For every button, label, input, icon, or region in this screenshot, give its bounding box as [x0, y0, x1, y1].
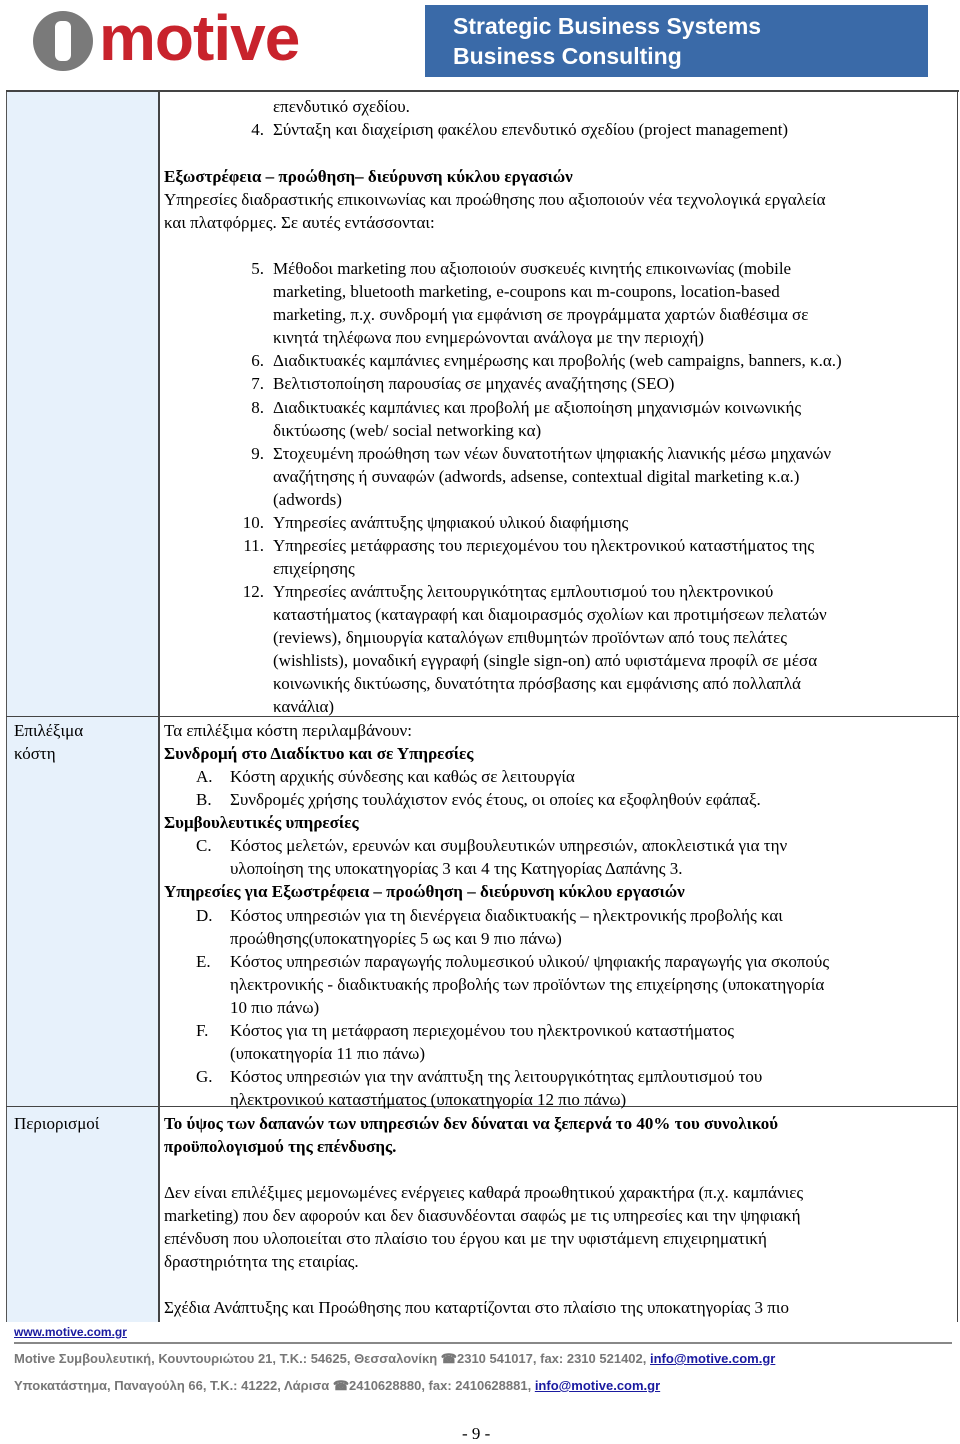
- cost-item-text: Συνδρομές χρήσης τουλάχιστον ενός έτους, οι οποίες κα εξοφληθούν εφάπαξ.: [230, 790, 761, 809]
- tagline-2: Business Consulting: [453, 43, 682, 69]
- footer-address-text: Υποκατάστημα, Παναγούλη 66, Τ.Κ.: 41222, Λάρισα ☎2410628880, fax: 2410628881,: [14, 1378, 532, 1393]
- cost-item-text: Κόστη αρχικής σύνδεσης και καθώς σε λειτουργία: [230, 767, 575, 786]
- list-number: 4.: [251, 120, 264, 139]
- logo-icon: [33, 11, 93, 71]
- limits-bold-line: Το ύψος των δαπανών των υπηρεσιών δεν δύναται να ξεπερνά το 40% του συνολικού: [164, 1114, 779, 1133]
- list-number: 8.: [251, 398, 264, 417]
- paragraph-line: Υπηρεσίες διαδραστικής επικοινωνίας και προώθησης που αξιοποιούν νέα τεχνολογικά εργαλεία: [164, 190, 826, 209]
- list-item-text: (wishlists), μοναδική εγγραφή (single sign-on) από υφιστάμενα προφίλ σε μέσα: [273, 651, 818, 670]
- list-item-text: κινητά τηλέφωνα που ενημερώνονται ανάλογα με την περιοχή): [273, 328, 704, 347]
- cost-letter: C.: [196, 836, 212, 855]
- list-item-text: Βελτιστοποίηση παρουσίας σε μηχανές αναζήτησης (SEO): [273, 374, 675, 393]
- limits-paragraph-line: Σχέδια Ανάπτυξης και Προώθησης που καταρτίζονται στο πλαίσιο της υποκατηγορίας 3 πιο: [164, 1298, 789, 1317]
- list-item-text: Στοχευμένη προώθηση των νέων δυνατοτήτων ψηφιακής λιανικής μέσω μηχανών: [273, 444, 832, 463]
- cost-item-text: Κόστος υπηρεσιών για τη διενέργεια διαδικτυακής – ηλεκτρονικής προβολής και: [230, 906, 783, 925]
- list-item-text: (adwords): [273, 490, 342, 509]
- cost-item-text: ηλεκτρονικής - διαδικτυακής προβολής των προϊόντων της επιχείρησης (υποκατηγορία: [230, 975, 825, 994]
- label-eligible-2: κόστη: [14, 744, 56, 763]
- footer-address-main: [14, 1351, 775, 1367]
- list-number: 5.: [251, 259, 264, 278]
- cost-item-text: υλοποίηση της υποκατηγορίας 3 και 4 της Κατηγορίας Δαπάνης 3.: [230, 859, 683, 878]
- tagline-1: Strategic Business Systems: [453, 13, 762, 39]
- list-item-text: επιχείρησης: [273, 559, 355, 578]
- costs-heading: Συνδρομή στο Διαδίκτυο και σε Υπηρεσίες: [164, 744, 474, 763]
- left-column: [6, 90, 160, 1322]
- footer-address-text: Motive Συμβουλευτική, Κουντουριώτου 21, Τ.Κ.: 54625, Θεσσαλονίκη ☎2310 541017, fax: 2310 521402,: [14, 1351, 647, 1366]
- list-item-text: κανάλια): [273, 697, 335, 716]
- list-item-text: Υπηρεσίες μετάφρασης του περιεχομένου του ηλεκτρονικού καταστήματος της: [273, 536, 815, 555]
- costs-intro: Τα επιλέξιμα κόστη περιλαμβάνουν:: [164, 721, 412, 740]
- list-item-text: Διαδικτυακές καμπάνιες και προβολή με αξιοποίηση μηχανισμών κοινωνικής: [273, 398, 802, 417]
- label-limits: Περιορισμοί: [14, 1114, 100, 1133]
- list-item-text: καταστήματος (καταγραφή και διαμοιρασμός σχολίων και προτιμήσεων πελατών: [273, 605, 827, 624]
- footer-address-branch: [14, 1378, 660, 1394]
- label-eligible-1: Επιλέξιμα: [14, 721, 84, 740]
- cost-letter: D.: [196, 906, 213, 925]
- cost-letter: E.: [196, 952, 211, 971]
- list-item-text: Μέθοδοι marketing που αξιοποιούν συσκευές κινητής επικοινωνίας (mobile: [273, 259, 792, 278]
- limits-paragraph-line: marketing) που δεν αφορούν και δεν διασυνδέονται σαφώς με τις υπηρεσίες και την ψηφιακή: [164, 1206, 801, 1225]
- text-line: επενδυτικό σχεδίου.: [273, 97, 410, 116]
- limits-bold-line: προϋπολογισμού της επένδυσης.: [164, 1137, 397, 1156]
- footer-divider: [14, 1342, 952, 1344]
- footer-email-link[interactable]: info@motive.com.gr: [534, 1378, 661, 1393]
- table-right-border: [957, 90, 958, 1322]
- cost-letter: G.: [196, 1067, 213, 1086]
- paragraph-line: και πλατφόρμες. Σε αυτές εντάσσονται:: [164, 213, 435, 232]
- table-top-border-right: [157, 90, 959, 92]
- page-number: - 9 -: [462, 1424, 491, 1443]
- cost-letter: A.: [196, 767, 213, 786]
- cost-item-text: Κόστος μελετών, ερευνών και συμβουλευτικών υπηρεσιών, αποκλειστικά για την: [230, 836, 788, 855]
- list-item-text: αναζήτησης ή συναφών (adwords, adsense, contextual digital marketing κ.α.): [273, 467, 800, 486]
- list-number: 11.: [243, 536, 264, 555]
- cost-item-text: Κόστος για τη μετάφραση περιεχομένου του ηλεκτρονικού καταστήματος: [230, 1021, 734, 1040]
- list-number: 9.: [251, 444, 264, 463]
- list-item-text: (reviews), δημιουργία καταλόγων επιθυμητών προϊόντων από τους πελάτες: [273, 628, 788, 647]
- cost-item-text: Κόστος υπηρεσιών παραγωγής πολυμεσικού υλικού/ ψηφιακής παραγωγής για σκοπούς: [230, 952, 830, 971]
- list-item-text: Διαδικτυακές καμπάνιες ενημέρωσης και προβολής (web campaigns, banners, κ.α.): [273, 351, 842, 370]
- table-top-border-left: [6, 90, 157, 92]
- cost-item-text: ηλεκτρονικού καταστήματος (υποκατηγορία 12 πιο πάνω): [230, 1090, 627, 1109]
- footer-email-link[interactable]: info@motive.com.gr: [650, 1351, 776, 1366]
- list-number: 7.: [251, 374, 264, 393]
- list-number: 6.: [251, 351, 264, 370]
- header-banner: [25, 5, 928, 77]
- list-item-text: marketing, bluetooth marketing, e-coupons και m-coupons, location-based: [273, 282, 780, 301]
- cost-item-text: προώθησης(υποκατηγορίες 5 ως και 9 πιο πάνω): [230, 929, 562, 948]
- logo-text: motive: [99, 5, 300, 74]
- cost-item-text: (υποκατηγορία 11 πιο πάνω): [230, 1044, 425, 1063]
- costs-heading: Συμβουλευτικές υπηρεσίες: [164, 813, 359, 832]
- limits-paragraph-line: δραστηριότητα της εταιρίας.: [164, 1252, 359, 1271]
- row-divider-left: [6, 716, 157, 717]
- cost-letter: F.: [196, 1021, 209, 1040]
- list-item-text: Υπηρεσίες ανάπτυξης ψηφιακού υλικού διαφήμισης: [273, 513, 629, 532]
- list-item-text: Σύνταξη και διαχείριση φακέλου επενδυτικό σχεδίου (project management): [273, 120, 789, 139]
- cost-item-text: Κόστος υπηρεσιών για την ανάπτυξη της λειτουργικότητας εμπλουτισμού του: [230, 1067, 763, 1086]
- list-number: 10.: [242, 513, 264, 532]
- section-heading: Εξωστρέφεια – προώθηση– διεύρυνση κύκλου εργασιών: [164, 167, 573, 186]
- list-item-text: κοινωνικής δικτύωσης, δυνατότητα πρόσβασης και εμφάνισης από πολλαπλά: [273, 674, 801, 693]
- footer-website-link[interactable]: www.motive.com.gr: [14, 1325, 127, 1339]
- list-item-text: δικτύωσης (web/ social networking κα): [273, 421, 542, 440]
- list-item-text: marketing, π.χ. συνδρομή για εμφάνιση σε προγράμματα χαρτών διαθέσιμα σε: [273, 305, 809, 324]
- list-item-text: Υπηρεσίες ανάπτυξης λειτουργικότητας εμπλουτισμού του ηλεκτρονικού: [273, 582, 774, 601]
- cost-letter: B.: [196, 790, 212, 809]
- costs-heading: Υπηρεσίες για Εξωστρέφεια – προώθηση – διεύρυνση κύκλου εργασιών: [164, 882, 685, 901]
- cost-item-text: 10 πιο πάνω): [230, 998, 320, 1017]
- list-number: 12.: [242, 582, 264, 601]
- limits-paragraph-line: Δεν είναι επιλέξιμες μεμονωμένες ενέργειες καθαρά προωθητικού χαρακτήρα (π.χ. καμπάνιες: [164, 1183, 804, 1202]
- logo-area: [25, 5, 425, 77]
- limits-paragraph-line: επένδυση που υλοποιείται στο πλαίσιο του έργου και με την υφιστάμενη επιχειρηματική: [164, 1229, 767, 1248]
